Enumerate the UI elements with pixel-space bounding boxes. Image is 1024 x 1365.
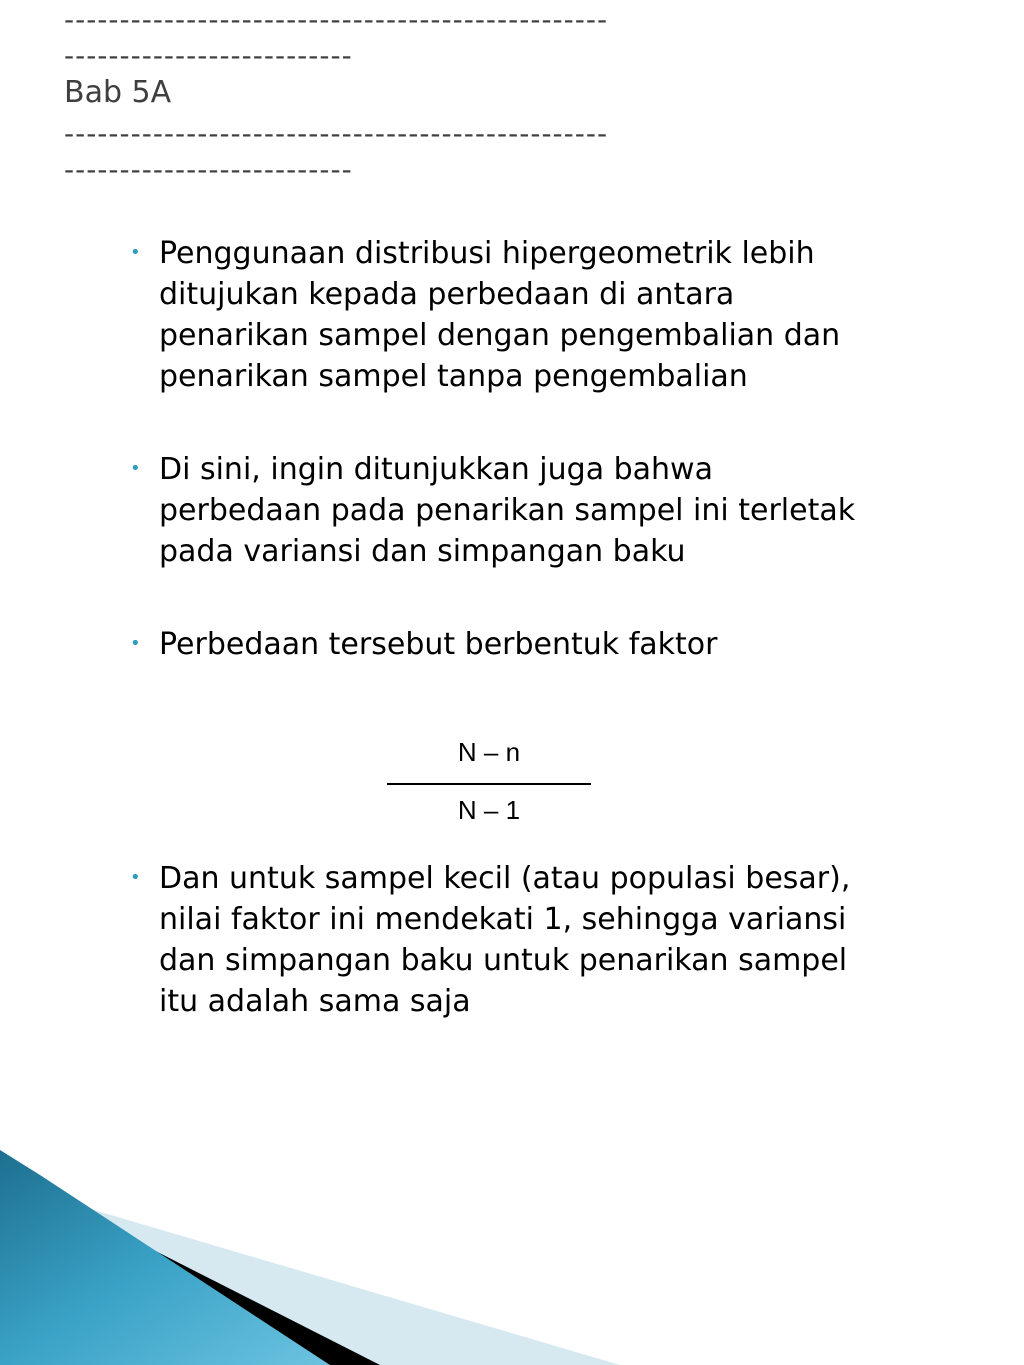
finite-population-correction-fraction (387, 736, 591, 826)
header-divider-line: ------------------------------------------------- (64, 117, 609, 150)
bullet-text: Penggunaan distribusi hipergeometrik lebih ditujukan kepada perbedaan di antara penarikan sampel dengan pengembalian dan penarikan sampel tanpa pengembalian (159, 236, 841, 394)
fraction-numerator: N – n (457, 737, 521, 767)
bullet-marker: • (130, 867, 141, 888)
bullet-marker: • (130, 458, 141, 479)
header-divider-line: -------------------------- (64, 153, 353, 186)
bullet-marker: • (130, 633, 141, 654)
slide-title: Bab 5A (64, 75, 172, 110)
decorative-corner-swoosh (0, 1140, 620, 1365)
blue-swoosh-shape (0, 1150, 330, 1365)
fraction-denominator: N – 1 (457, 795, 521, 825)
bullet-marker: • (130, 242, 141, 263)
bullet-text: Di sini, ingin ditunjukkan juga bahwa perbedaan pada penarikan sampel ini terletak pada variansi dan simpangan baku (159, 452, 856, 569)
bullet-text: Dan untuk sampel kecil (atau populasi besar), nilai faktor ini mendekati 1, sehingga variansi dan simpangan baku untuk penarikan sampel itu adalah sama saja (159, 861, 851, 1019)
bullet-text: Perbedaan tersebut berbentuk faktor (159, 627, 718, 662)
fraction-bar (387, 783, 591, 785)
header-divider-line: ------------------------------------------------- (64, 3, 609, 36)
header-divider-line: -------------------------- (64, 39, 353, 72)
